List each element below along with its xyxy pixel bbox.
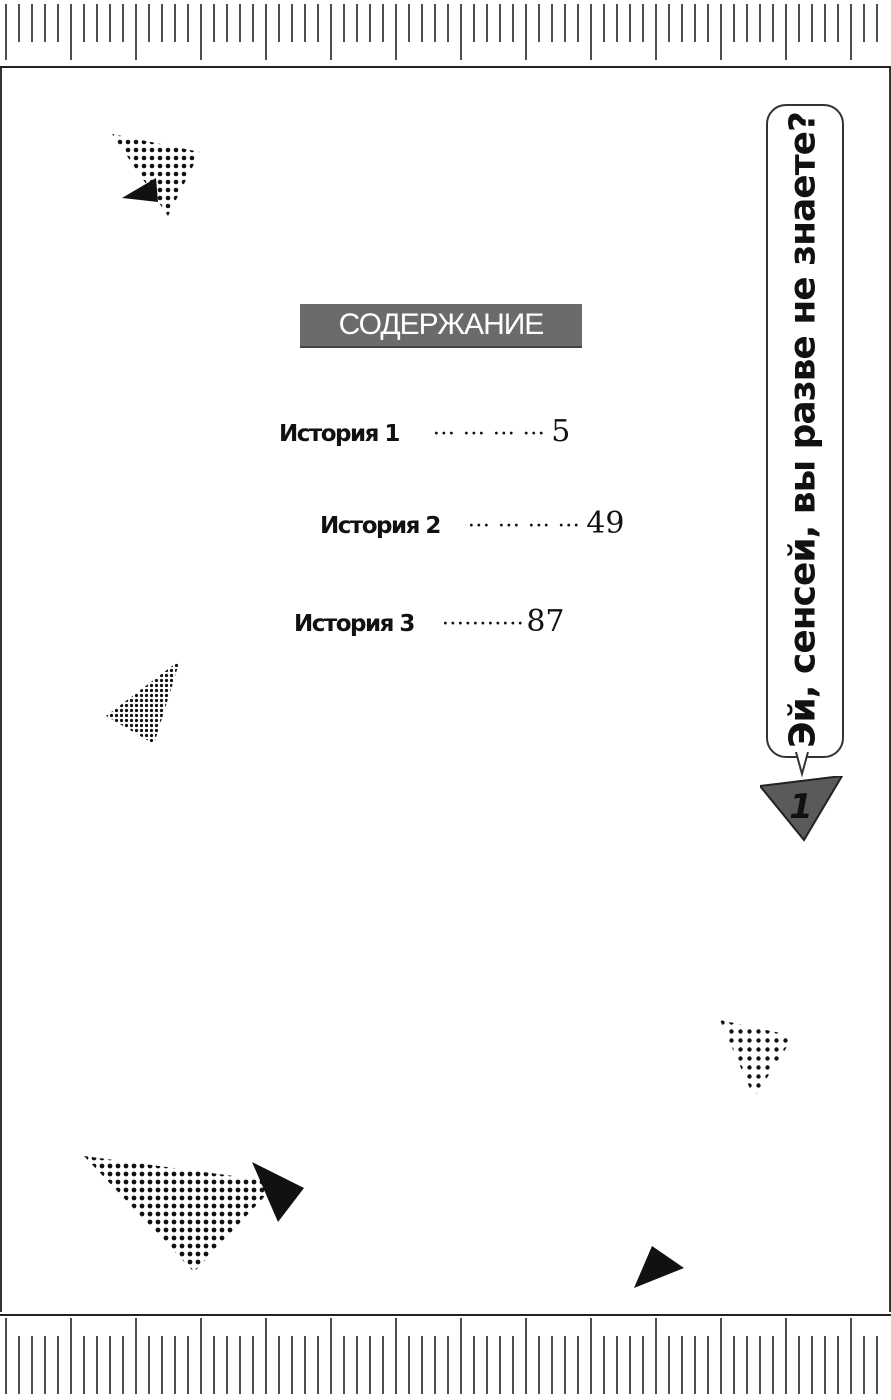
top-ruler-border — [0, 0, 891, 68]
toc-entry-2 — [320, 506, 624, 541]
bubble-tail-icon — [792, 752, 812, 778]
toc-entry-1 — [279, 414, 570, 449]
left-edge-line — [0, 68, 2, 1312]
toc-entry-label: История 3 — [294, 611, 414, 637]
toc-leader-dots: ··· ··· ··· ··· — [467, 514, 581, 539]
triangle-icon — [632, 1244, 688, 1292]
halftone-triangle-icon — [108, 130, 202, 220]
volume-number: 1 — [789, 787, 813, 827]
series-title: Эй, сенсей, вы разве не знаете? — [782, 112, 824, 748]
halftone-triangle-icon — [104, 658, 184, 746]
halftone-triangle-icon — [718, 1018, 798, 1100]
toc-entry-label: История 1 — [279, 421, 399, 447]
contents-title: СОДЕРЖАНИЕ — [300, 304, 582, 348]
toc-entry-3 — [294, 604, 565, 639]
toc-page-number: 49 — [586, 506, 625, 541]
toc-leader-dots: ··· ··· ··· ··· — [432, 422, 546, 447]
toc-leader-dots: ··········· — [441, 612, 525, 637]
bottom-ruler-border — [0, 1312, 891, 1400]
toc-page-number: 87 — [526, 604, 565, 639]
triangle-badge-icon — [760, 776, 844, 842]
toc-entry-label: История 2 — [320, 513, 440, 539]
halftone-triangle-icon — [82, 1154, 308, 1276]
toc-page-number: 5 — [551, 414, 571, 449]
